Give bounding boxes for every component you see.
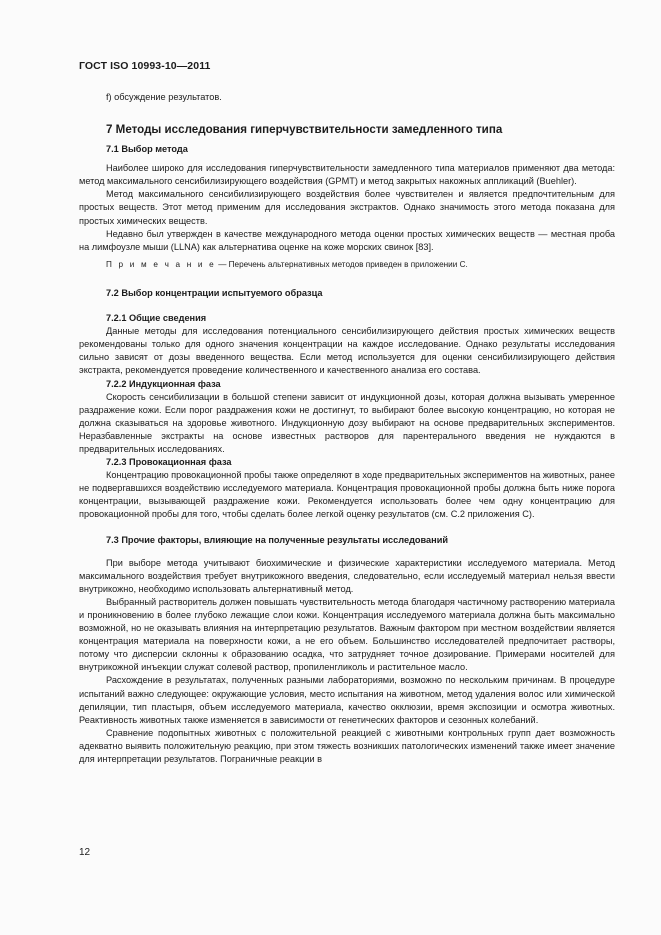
paragraph: Недавно был утвержден в качестве международного метода оценки простых химических веществ — местная проба на лимфоузле мыши (LLNA) как альтернатива оценке на коже морских свинок [83]. [79, 228, 615, 252]
section-7-2-2-heading: 7.2.2 Индукционная фаза [106, 378, 221, 389]
paragraph: Сравнение подопытных животных с положительной реакцией с животными контрольных групп дает возможность адекватно выявить положительную реакцию, при этом тяжесть возникших патологических изменений также имеет значение для интерпретации результатов. Пограничные реакции в [79, 727, 615, 765]
paragraph: При выборе метода учитывают биохимические и физические характеристики исследуемого материала. Метод максимального воздействия требует внутрикожного введения, следовательно, если исследуемый материал нельзя ввести внутрикожно, необходимо использовать альтернативный метод. [79, 557, 615, 594]
paragraph: Наиболее широко для исследования гиперчувствительности замедленного типа материалов применяют два метода: метод максимального сенсибилизирующего воздействия (GPMT) и метод закрытых накожных аппликаций (Buehler). [79, 163, 615, 187]
section-7-1-heading: 7.1 Выбор метода [106, 144, 188, 155]
note-text: — Перечень альтернативных методов приведен в приложении С. [215, 259, 468, 269]
paragraph: Данные методы для исследования потенциального сенсибилизирующего действия простых химических веществ рекомендованы только для одного значения концентрации на каждое исследование. Однако результаты исследования сильно зависят от дозы введенного вещества. Если метод используется для оценки сенсибилизирующего действия экстракта, рекомендуется проведение количественного и качественного анализа его состава. [79, 326, 615, 376]
paragraph: Расхождение в результатах, полученных разными лабораториями, возможно по нескольким причинам. В процедуре испытаний важно следующее: окружающие условия, место испытания на животном, метод удаления волос или химической депиляции, тип пластыря, объем исследуемого материала, качество окклюзии, время экспозиции и осмотра животных. Реактивность животных также изменяется в зависимости от генетических факторов и сезонных колебаний. [79, 675, 615, 725]
document-body [79, 91, 615, 766]
paragraph: Метод максимального сенсибилизирующего воздействия более чувствителен и является предпочтительным для простых веществ. Этот метод применим для исследования экстрактов. Однако значимость этого метода показана для простых химических веществ. [79, 189, 615, 226]
paragraph: Скорость сенсибилизации в большой степени зависит от индукционной дозы, которая должна вызывать умеренное раздражение кожи. Если порог раздражения кожи не достигнут, то выбирают более высокую концентрацию, но которая не должна сказываться на здоровье животного. Индукционную дозу выбирают на основе предварительных экспериментов. Неразбавленные экстракты на основе известных растворов для парентерального введения не нуждаются в предварительных исследованиях. [79, 391, 615, 454]
section-7-2-heading: 7.2 Выбор концентрации испытуемого образца [106, 287, 323, 298]
section-7-heading: 7 Методы исследования гиперчувствительности замедленного типа [106, 123, 503, 137]
section-7-3-heading: 7.3 Прочие факторы, влияющие на полученные результаты исследований [106, 534, 449, 545]
note-label: П р и м е ч а н и е [106, 259, 216, 269]
list-item-f: f) обсуждение результатов. [106, 92, 222, 102]
document-header: ГОСТ ISO 10993-10—2011 [79, 60, 211, 72]
section-7-2-1-heading: 7.2.1 Общие сведения [106, 313, 207, 324]
section-7-2-3-heading: 7.2.3 Провокационная фаза [106, 457, 232, 468]
page-number: 12 [79, 847, 91, 858]
note [79, 258, 615, 271]
paragraph: Концентрацию провокационной пробы также определяют в ходе предварительных экспериментов на животных, ранее не подвергавшихся воздействию исследуемого материала. Концентрация провокационной пробы должна быть ниже порога концентрации, вызывающей раздражение кожи. Рекомендуется использовать более чем одну концентрацию для провокационной пробы для того, чтобы сделать более легкой оценку результатов (см. С.2 приложения С). [79, 470, 615, 520]
paragraph: Выбранный растворитель должен повышать чувствительность метода благодаря частичному растворению материала и проникновению в более глубоко лежащие слои кожи. Концентрация исследуемого материала должна быть максимально возможной, но не оказывать влияния на интерпретацию результатов. Важным фактором при местном воздействии является концентрация материала на поверхности кожи, а не его объем. Большинство исследователей предпочитает растворы, потому что дисперсии склонны к образованию осадка, что затрудняет точное дозирование. Примерами носителей для внутрикожной инъекции служат солевой раствор, пропиленгликоль и растительное масло. [79, 596, 615, 673]
